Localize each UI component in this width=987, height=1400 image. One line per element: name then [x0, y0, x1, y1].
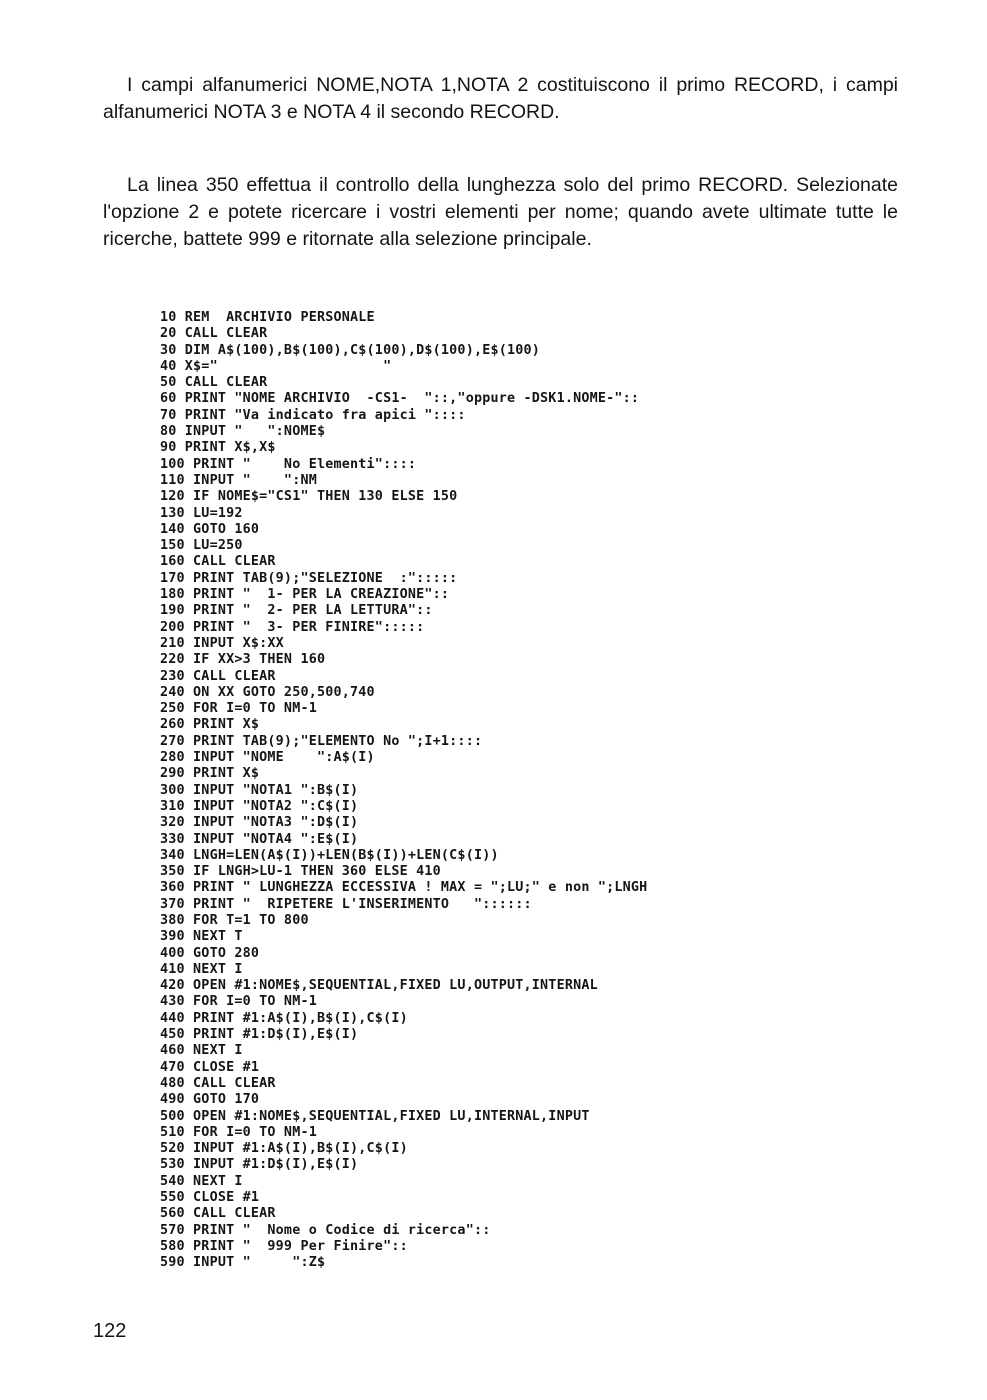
code-line: 530 INPUT #1:D$(I),E$(I)	[160, 1157, 359, 1173]
code-line: 220 IF XX>3 THEN 160	[160, 652, 326, 668]
code-line: 560 CALL CLEAR	[160, 1206, 276, 1222]
paragraph-line-350: La linea 350 effettua il controllo della lunghezza solo del primo RECORD. Selezionate l'opzione 2 e potete ricercare i vostri elementi per nome; quando avete ultimate tutte le ricerche, battete 999 e ritornate alla selezione principale.	[103, 174, 898, 250]
explanation-paragraph	[103, 172, 898, 253]
page-number: 122	[93, 1320, 127, 1342]
code-line: 120 IF NOME$="CS1" THEN 130 ELSE 150	[160, 489, 458, 505]
code-line: 300 INPUT "NOTA1 ":B$(I)	[160, 782, 359, 798]
code-line: 270 PRINT TAB(9);"ELEMENTO No ";I+1::::	[160, 733, 483, 749]
code-line: 330 INPUT "NOTA4 ":E$(I)	[160, 831, 359, 847]
code-line: 410 NEXT I	[160, 961, 243, 977]
paragraph-records: I campi alfanumerici NOME,NOTA 1,NOTA 2 costituiscono il primo RECORD, i campi alfanumerici NOTA 3 e NOTA 4 il secondo RECORD.	[103, 74, 898, 123]
code-line: 370 PRINT " RIPETERE L'INSERIMENTO "::::::	[160, 896, 532, 912]
code-line: 210 INPUT X$:XX	[160, 635, 284, 651]
code-line: 140 GOTO 160	[160, 521, 260, 537]
code-line: 230 CALL CLEAR	[160, 668, 276, 684]
code-line: 190 PRINT " 2- PER LA LETTURA"::	[160, 603, 433, 619]
code-line: 480 CALL CLEAR	[160, 1075, 276, 1091]
code-line: 420 OPEN #1:NOME$,SEQUENTIAL,FIXED LU,OUTPUT,INTERNAL	[160, 978, 598, 994]
code-line: 200 PRINT " 3- PER FINIRE":::::	[160, 619, 425, 635]
code-line: 590 INPUT " ":Z$	[160, 1255, 326, 1271]
code-line: 240 ON XX GOTO 250,500,740	[160, 684, 375, 700]
code-line: 80 INPUT " ":NOME$	[160, 424, 326, 440]
code-line: 150 LU=250	[160, 538, 243, 554]
code-line: 360 PRINT " LUNGHEZZA ECCESSIVA ! MAX = ";LU;" e non ";LNGH	[160, 880, 648, 896]
code-line: 580 PRINT " 999 Per Finire"::	[160, 1238, 408, 1254]
code-line: 490 GOTO 170	[160, 1092, 260, 1108]
code-line: 450 PRINT #1:D$(I),E$(I)	[160, 1027, 359, 1043]
code-line: 500 OPEN #1:NOME$,SEQUENTIAL,FIXED LU,INTERNAL,INPUT	[160, 1108, 590, 1124]
code-line: 250 FOR I=0 TO NM-1	[160, 701, 317, 717]
code-line: 340 LNGH=LEN(A$(I))+LEN(B$(I))+LEN(C$(I))	[160, 847, 499, 863]
code-line: 100 PRINT " No Elementi"::::	[160, 456, 417, 472]
code-line: 40 X$=" "	[160, 358, 392, 374]
code-line: 30 DIM A$(100),B$(100),C$(100),D$(100),E$(100)	[160, 342, 541, 358]
code-line: 90 PRINT X$,X$	[160, 440, 276, 456]
code-line: 510 FOR I=0 TO NM-1	[160, 1124, 317, 1140]
code-line: 60 PRINT "NOME ARCHIVIO -CS1- "::,"oppure -DSK1.NOME-"::	[160, 391, 640, 407]
code-line: 570 PRINT " Nome o Codice di ricerca"::	[160, 1222, 491, 1238]
code-line: 110 INPUT " ":NM	[160, 472, 317, 488]
code-line: 20 CALL CLEAR	[160, 326, 268, 342]
code-line: 160 CALL CLEAR	[160, 554, 276, 570]
code-line: 350 IF LNGH>LU-1 THEN 360 ELSE 410	[160, 864, 441, 880]
code-line: 470 CLOSE #1	[160, 1059, 260, 1075]
intro-paragraph	[103, 72, 898, 126]
code-line: 170 PRINT TAB(9);"SELEZIONE :":::::	[160, 570, 458, 586]
code-line: 460 NEXT I	[160, 1043, 243, 1059]
code-line: 540 NEXT I	[160, 1173, 243, 1189]
code-line: 380 FOR T=1 TO 800	[160, 912, 309, 928]
code-line: 130 LU=192	[160, 505, 243, 521]
code-line: 320 INPUT "NOTA3 ":D$(I)	[160, 815, 359, 831]
code-line: 50 CALL CLEAR	[160, 375, 268, 391]
code-line: 180 PRINT " 1- PER LA CREAZIONE"::	[160, 587, 450, 603]
code-line: 70 PRINT "Va indicato fra apici "::::	[160, 407, 466, 423]
code-line: 310 INPUT "NOTA2 ":C$(I)	[160, 798, 359, 814]
code-line: 400 GOTO 280	[160, 945, 260, 961]
code-line: 520 INPUT #1:A$(I),B$(I),C$(I)	[160, 1141, 408, 1157]
code-line: 280 INPUT "NOME ":A$(I)	[160, 750, 375, 766]
code-line: 10 REM ARCHIVIO PERSONALE	[160, 310, 375, 325]
code-line: 550 CLOSE #1	[160, 1190, 260, 1206]
code-line: 440 PRINT #1:A$(I),B$(I),C$(I)	[160, 1010, 408, 1026]
code-line: 430 FOR I=0 TO NM-1	[160, 994, 317, 1010]
code-line: 390 NEXT T	[160, 929, 243, 945]
code-line: 290 PRINT X$	[160, 766, 260, 782]
basic-program-listing	[160, 310, 880, 1272]
code-line: 260 PRINT X$	[160, 717, 260, 733]
